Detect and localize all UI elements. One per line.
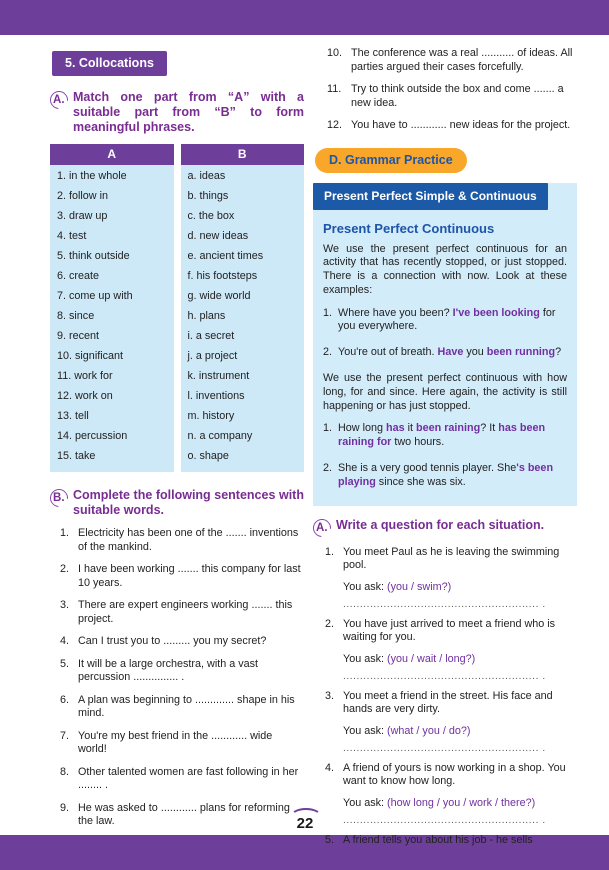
match-cell: 13. tell <box>57 409 89 422</box>
question-number: 2. <box>325 617 335 630</box>
sentence-number: 10. <box>327 47 343 59</box>
match-cell: 12. work on <box>57 389 113 402</box>
sentence-item <box>60 599 304 626</box>
grammar-example <box>323 462 567 490</box>
question-item <box>325 762 577 826</box>
grammar-intro-2: We use the present perfect continuous with how long, for and since. Here again, the activity is still happening or has just stopped. <box>323 372 567 412</box>
sentence-item <box>60 658 304 685</box>
exercise-a-questions-heading-text: Write a question for each situation. <box>336 517 545 532</box>
match-cell: 10. significant <box>57 349 124 362</box>
you-ask-line: You ask: (you / swim?) <box>343 580 452 593</box>
grammar-examples-2 <box>313 422 577 489</box>
right-column <box>313 47 577 851</box>
question-situation <box>325 546 577 573</box>
question-hint: (how long / you / work / there?) <box>387 796 536 809</box>
match-column-b-header: B <box>181 144 305 165</box>
sentence-text: Try to think outside the box and come ....... a new idea. <box>351 83 564 109</box>
match-cell: 1. in the whole <box>57 169 127 182</box>
exercise-b-heading-text: Complete the following sentences with suitable words. <box>73 488 304 517</box>
example-number: 2. <box>323 346 333 359</box>
sentence-text: It will be a large orchestra, with a vast percussion ............... . <box>78 657 259 683</box>
sentence-item <box>60 694 304 721</box>
sentence-text: He was asked to ............ plans for reforming the law. <box>78 801 290 827</box>
example-number: 1. <box>323 422 333 435</box>
example-text: How long has it been raining? It has been raining for two hours. <box>338 422 546 449</box>
highlighted-phrase: has <box>386 422 405 435</box>
sentence-number: 2. <box>60 563 70 575</box>
sentence-item <box>60 802 304 829</box>
sentence-number: 6. <box>60 693 70 706</box>
sentence-item <box>60 635 304 649</box>
sentence-item <box>60 563 304 590</box>
exercise-a-heading <box>50 90 304 135</box>
match-cell: 15. take <box>57 449 96 462</box>
question-situation <box>325 690 577 717</box>
question-situation-text: A friend of yours is now working in a shop. You want to know how long. <box>343 761 566 788</box>
sentence-text: A plan was beginning to ............. shape in his mind. <box>78 693 295 719</box>
exercise-b-heading <box>50 488 304 518</box>
sentence-text: I have been working ....... this company for last 10 years. <box>78 563 301 589</box>
sentence-item <box>327 119 577 133</box>
sentence-text: You have to ............ new ideas for the project. <box>351 119 571 131</box>
answer-dotted-line: .......................................................... . <box>343 742 546 754</box>
example-number: 2. <box>323 462 333 475</box>
answer-dotted-line: .......................................................... . <box>343 598 546 610</box>
match-cell: 14. percussion <box>57 429 128 442</box>
match-column-a <box>50 144 174 472</box>
highlighted-phrase: I've been looking <box>452 306 540 319</box>
question-hint: (you / wait / long?) <box>387 652 476 665</box>
answer-dotted-line: .......................................................... . <box>343 670 546 682</box>
highlighted-phrase: been running <box>486 346 556 359</box>
sentence-number: 1. <box>60 527 70 539</box>
page-number: 22 <box>296 815 314 832</box>
sentence-text: Electricity has been one of the ....... inventions of the mankind. <box>78 527 299 553</box>
sentence-number: 12. <box>327 119 343 131</box>
match-cell: 4. test <box>57 229 87 242</box>
match-cell: c. the box <box>187 209 235 222</box>
match-cell: b. things <box>187 189 229 202</box>
match-cell: h. plans <box>187 309 226 322</box>
sentence-number: 3. <box>60 599 70 611</box>
highlighted-phrase: 's been playing <box>338 462 554 488</box>
match-cell: f. his footsteps <box>187 269 258 282</box>
match-column-a-header: A <box>50 144 174 165</box>
continued-sentence-list <box>313 47 577 133</box>
answer-dotted-line: .......................................................... . <box>343 814 546 826</box>
exercise-b-sentence-list <box>50 527 304 829</box>
highlighted-phrase: been raining <box>416 422 481 435</box>
question-situation <box>325 762 577 789</box>
you-ask-line: You ask: (what / you / do?) <box>343 724 471 737</box>
match-table <box>50 144 304 472</box>
you-ask-line: You ask: (you / wait / long?) <box>343 652 476 665</box>
example-number: 1. <box>323 306 333 319</box>
sentence-text: There are expert engineers working ....... this project. <box>78 599 293 625</box>
match-cell: i. a secret <box>187 329 235 342</box>
match-cell: 9. recent <box>57 329 100 342</box>
grammar-box <box>313 183 577 506</box>
exercise-a-heading-text: Match one part from “A” with a suitable part from “B” to form meaningful phrases. <box>73 90 304 134</box>
sentence-text: Can I trust you to ......... you my secret? <box>78 635 267 647</box>
question-hint: (what / you / do?) <box>387 724 471 737</box>
match-cell: 11. work for <box>57 369 113 382</box>
question-situation <box>325 618 577 645</box>
sentence-number: 4. <box>60 635 70 647</box>
sentence-number: 11. <box>327 83 342 95</box>
sentence-item <box>327 83 577 110</box>
question-situation-text: A friend tells you about his job - he sells <box>343 833 533 846</box>
question-number: 1. <box>325 545 335 558</box>
match-column-a-cells <box>50 165 174 472</box>
grammar-example <box>323 346 567 360</box>
top-border-bar <box>0 0 609 35</box>
sentence-item <box>60 527 304 554</box>
grammar-box-banner: Present Perfect Simple & Continuous <box>313 183 548 210</box>
example-text: She is a very good tennis player. She's been playing since she was six. <box>338 462 554 488</box>
question-item <box>325 546 577 610</box>
sentence-text: You're my best friend in the ............ wide world! <box>78 729 273 755</box>
grammar-example <box>323 307 567 335</box>
question-situation-text: You meet Paul as he is leaving the swimming pool. <box>343 545 560 572</box>
circled-letter-a: A. <box>313 518 331 537</box>
exercise-a-questions-heading <box>313 518 577 537</box>
match-cell: k. instrument <box>187 369 250 382</box>
match-cell: 6. create <box>57 269 100 282</box>
grammar-box-heading: Present Perfect Continuous <box>323 220 495 236</box>
question-situation-text: You have just arrived to meet a friend who is waiting for you. <box>343 617 556 644</box>
circled-letter-b: B. <box>50 488 68 507</box>
match-cell: 7. come up with <box>57 289 133 302</box>
question-number: 5. <box>325 833 335 846</box>
match-cell: d. new ideas <box>187 229 249 242</box>
question-situation <box>325 834 577 848</box>
match-cell: m. history <box>187 409 235 422</box>
match-cell: 8. since <box>57 309 95 322</box>
grammar-examples-1 <box>313 307 577 360</box>
you-ask-line: You ask: (how long / you / work / there?) <box>343 796 536 809</box>
match-column-b <box>181 144 305 472</box>
grammar-example <box>323 422 567 450</box>
question-item <box>325 834 577 848</box>
question-list <box>313 546 577 848</box>
circled-letter-a: A. <box>50 90 68 109</box>
sentence-text: The conference was a real ........... of ideas. All parties argued their cases forcefully. <box>351 47 573 73</box>
section-title-collocations: 5. Collocations <box>52 51 167 76</box>
match-cell: n. a company <box>187 429 253 442</box>
match-cell: e. ancient times <box>187 249 264 262</box>
sentence-item <box>327 47 577 74</box>
sentence-item <box>60 730 304 757</box>
sentence-number: 7. <box>60 729 70 742</box>
match-cell: o. shape <box>187 449 229 462</box>
question-number: 4. <box>325 761 335 774</box>
question-hint: (you / swim?) <box>387 580 452 593</box>
match-column-b-cells <box>181 165 305 472</box>
grammar-intro-1: We use the present perfect continuous for an activity that has recently stopped, or just stopped. There is a connection with now. Look at these examples: <box>323 242 567 296</box>
highlighted-phrase: has been raining for <box>338 422 546 449</box>
sentence-text: Other talented women are fast following in her ........ . <box>78 765 299 791</box>
match-cell: 2. follow in <box>57 189 109 202</box>
match-cell: 5. think outside <box>57 249 130 262</box>
match-cell: a. ideas <box>187 169 226 182</box>
example-text: You're out of breath. Have you been running? <box>338 346 562 359</box>
match-cell: j. a project <box>187 349 238 362</box>
match-cell: 3. draw up <box>57 209 108 222</box>
sentence-number: 5. <box>60 657 70 670</box>
grammar-practice-pill: D. Grammar Practice <box>315 148 467 173</box>
match-cell: g. wide world <box>187 289 251 302</box>
question-situation-text: You meet a friend in the street. His face and hands are very dirty. <box>343 689 553 716</box>
question-item <box>325 690 577 754</box>
page-number-badge <box>287 815 323 832</box>
question-number: 3. <box>325 689 335 702</box>
match-cell: l. inventions <box>187 389 245 402</box>
sentence-number: 9. <box>60 801 70 814</box>
sentence-item <box>60 766 304 793</box>
question-item <box>325 618 577 682</box>
highlighted-phrase: Have <box>437 346 464 359</box>
left-column <box>50 47 304 838</box>
example-text: Where have you been? I've been looking for you everywhere. <box>338 306 556 333</box>
sentence-number: 8. <box>60 765 70 778</box>
